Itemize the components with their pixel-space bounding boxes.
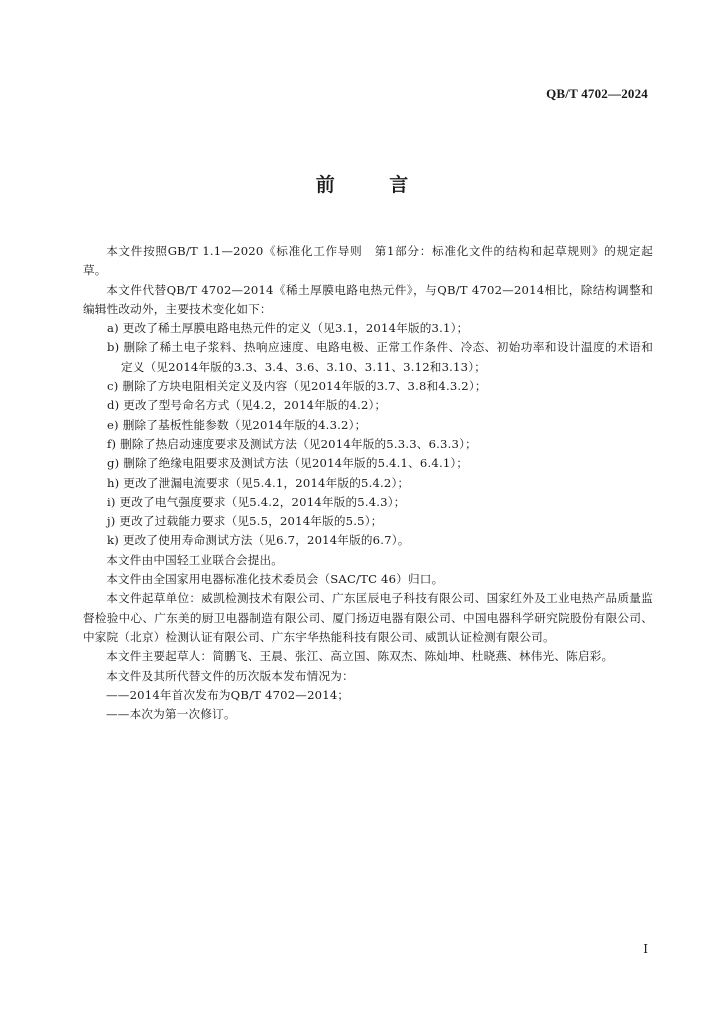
list-item [83, 512, 653, 531]
paragraph-history-intro: 本文件及其所代替文件的历次版本发布情况为： [106, 668, 354, 683]
page-title: 前 言 [315, 174, 433, 196]
paragraph-drafting-rules: 本文件按照GB/T 1.1—2020《标准化工作导则 第1部分：标准化文件的结构和起草规则》的规定起草。 [83, 244, 653, 278]
list-item-label: c) [107, 379, 119, 394]
list-item [83, 338, 653, 377]
paragraph-managed-by: 本文件由全国家用电器标准化技术委员会（SAC/TC 46）归口。 [106, 572, 444, 587]
list-item [83, 396, 653, 415]
paragraph-replacement: 本文件代替QB/T 4702—2014《稀土厚膜电路电热元件》，与QB/T 4702—2014相比，除结构调整和编辑性改动外，主要技术变化如下： [83, 282, 653, 316]
list-item [83, 531, 653, 550]
list-item-text: 更改了过载能力要求（见5.5，2014年版的5.5）； [119, 514, 383, 529]
foreword-body [83, 242, 653, 724]
list-item-text: 更改了泄漏电流要求（见5.4.1，2014年版的5.4.2）； [123, 475, 410, 490]
list-item-text: 更改了型号命名方式（见4.2，2014年版的4.2）； [123, 398, 387, 413]
history-item: ——2014年首次发布为QB/T 4702—2014； [106, 687, 350, 702]
list-item [83, 435, 653, 454]
paragraph-proposed-by: 本文件由中国轻工业联合会提出。 [106, 552, 284, 567]
list-item-label: g) [107, 456, 120, 471]
list-item [83, 493, 653, 512]
list-item-label: h) [107, 475, 120, 490]
history-item: ——本次为第一次修订。 [106, 707, 236, 722]
list-item-label: i) [107, 494, 116, 509]
list-item-label: e) [107, 417, 119, 432]
list-item [83, 474, 653, 493]
list-item-text: 更改了使用寿命测试方法（见6.7，2014年版的6.7）。 [122, 533, 410, 548]
list-item [83, 377, 653, 396]
list-item [83, 319, 653, 338]
list-item-label: j) [107, 514, 116, 529]
list-item-text: 删除了稀土电子浆料、热响应速度、电路电极、正常工作条件、冷态、初始功率和设计温度的术语和定义（见2014年版的3.3、3.4、3.6、3.10、3.11、3.12和3.13）； [121, 340, 653, 374]
list-item-label: a) [107, 321, 119, 336]
list-item-label: f) [107, 436, 117, 451]
list-item-label: b) [107, 340, 120, 355]
list-item [83, 454, 653, 473]
list-item-text: 更改了电气强度要求（见5.4.2，2014年版的5.4.3）； [119, 494, 406, 509]
list-item-text: 删除了绝缘电阻要求及测试方法（见2014年版的5.4.1、6.4.1）； [123, 456, 469, 471]
list-item-label: d) [107, 398, 120, 413]
paragraph-drafters: 本文件主要起草人：简鹏飞、王晨、张江、高立国、陈双杰、陈灿坤、杜晓燕、林伟光、陈启彩。 [106, 649, 614, 664]
list-item-text: 更改了稀土厚膜电路电热元件的定义（见3.1，2014年版的3.1）； [122, 321, 469, 336]
changes-list [83, 319, 653, 551]
standard-code-header: QB/T 4702—2024 [546, 86, 648, 101]
list-item-label: k) [107, 533, 119, 548]
list-item-text: 删除了热启动速度要求及测试方法（见2014年版的5.3.3、6.3.3）； [120, 436, 477, 451]
list-item-text: 删除了基板性能参数（见2014年版的4.3.2）； [122, 417, 367, 432]
paragraph-drafting-units: 本文件起草单位：威凯检测技术有限公司、广东匡辰电子科技有限公司、国家红外及工业电热产品质量监督检验中心、广东美的厨卫电器制造有限公司、厦门扬迈电器有限公司、中国电器科学研究院股份有限公司、中家院（北京）检测认证有限公司、广东宇华热能科技有限公司、威凯认证检测有限公司。 [83, 591, 653, 644]
list-item-text: 删除了方块电阻相关定义及内容（见2014年版的3.7、3.8和4.3.2）； [122, 379, 487, 394]
page-number: I [643, 942, 648, 956]
list-item [83, 416, 653, 435]
